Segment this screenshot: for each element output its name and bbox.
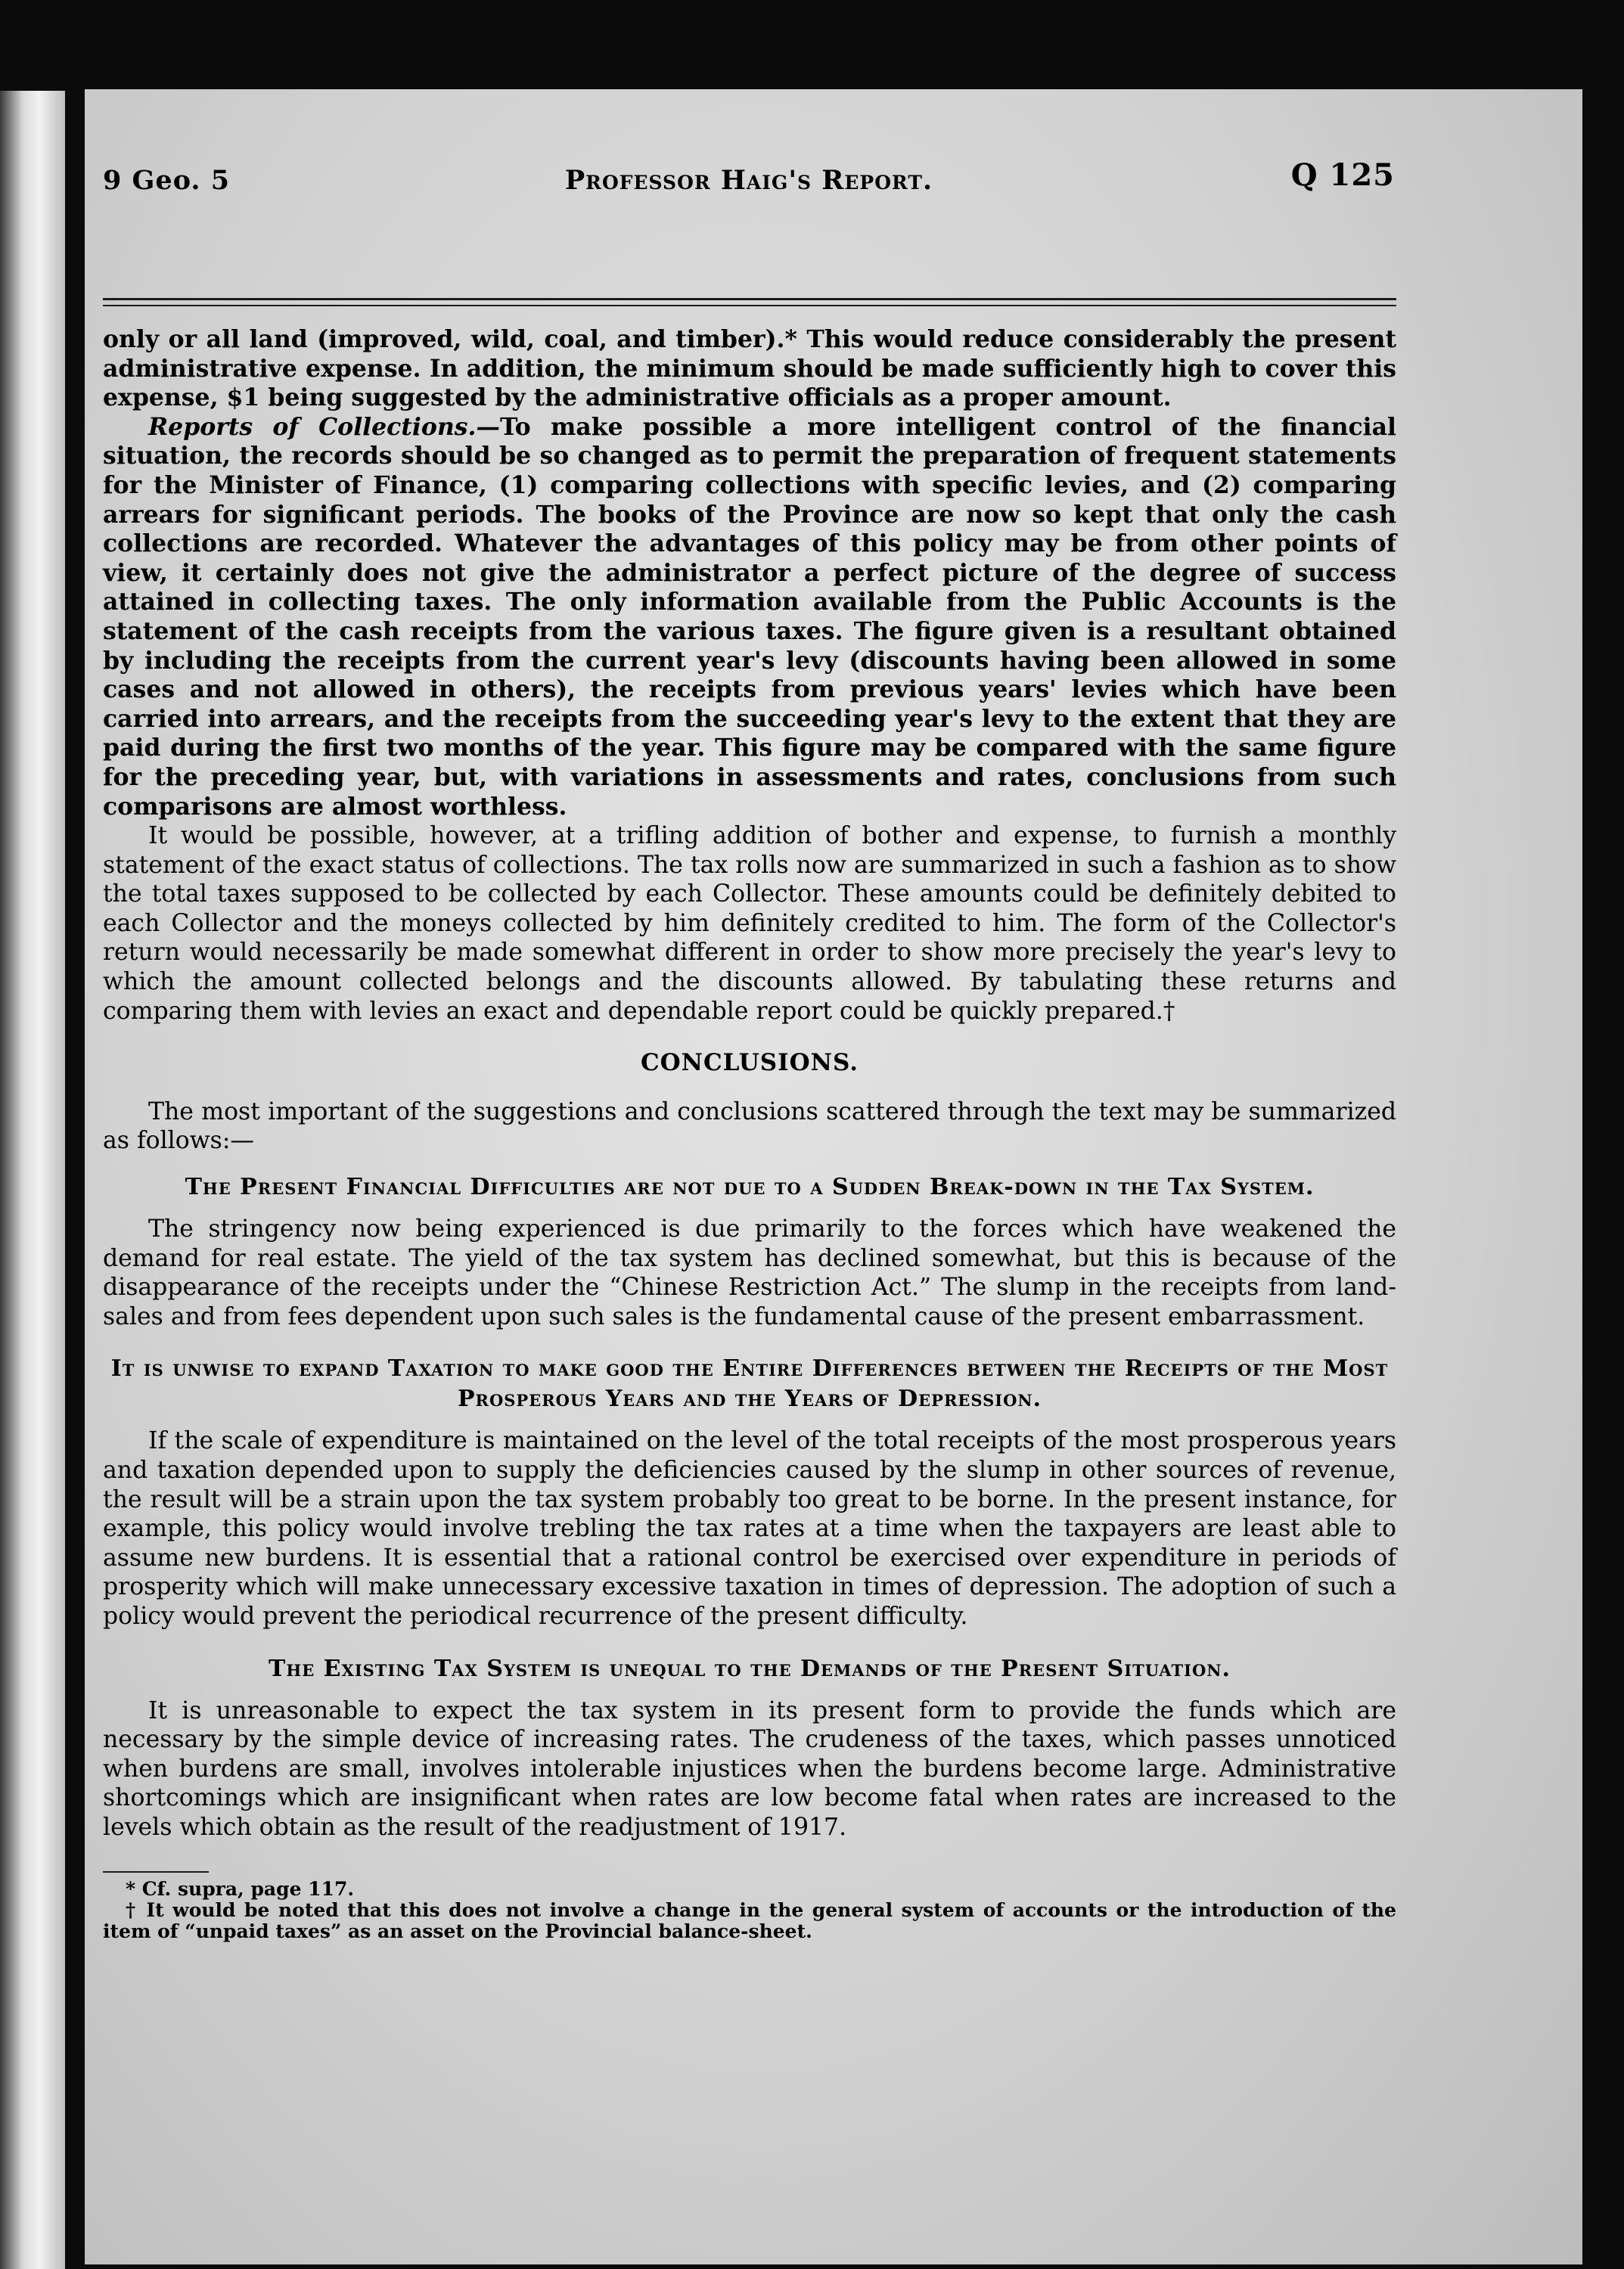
footnote-rule xyxy=(103,1871,209,1873)
conclusions-heading: CONCLUSIONS. xyxy=(640,1049,859,1077)
reports-of-collections-lead: Reports of Collections.— xyxy=(148,412,500,441)
heading-financial-difficulties: The Present Financial Difficulties are not due to a Sudden Break-down in the Tax System. xyxy=(185,1174,1315,1201)
paragraph-reports-of-collections xyxy=(103,413,1396,821)
book-spine xyxy=(0,91,65,2269)
paragraph-monthly-statement: It would be possible, however, at a trifling addition of bother and expense, to furnish a monthly statement of the exact status of collections. The tax rolls now are summarized in such a fashion as to show the total taxes supposed to be collected by each Collector. These amounts could be definitely debited to each Collector and the moneys collected by him definitely credited to him. The form of the Collector's return would necessarily be made somewhat different in order to show more precisely the year's levy to which the amount collected belongs and the discounts allowed. By tabulating these returns and comparing them with levies an exact and dependable report could be quickly prepared.† xyxy=(103,822,1396,1025)
heading-existing-tax-system: The Existing Tax System is unequal to the Demands of the Present Situation. xyxy=(269,1655,1231,1682)
paragraph-summary-intro: The most important of the suggestions and conclusions scattered through the text may be summarized as follows:— xyxy=(103,1097,1396,1155)
header-session: 9 Geo. 5 xyxy=(103,165,231,196)
footnote-cf-supra: * Cf. supra, page 117. xyxy=(126,1877,355,1900)
header-rule-top xyxy=(103,298,1396,300)
footnote-unpaid-taxes: † It would be noted that this does not involve a change in the general system of accounts or the introduction of the item of “unpaid taxes” as an asset on the Provincial balance-sheet. xyxy=(103,1898,1396,1942)
paragraph-unreasonable-to-expect: It is unreasonable to expect the tax system in its present form to provide the funds which are necessary by the simple device of increasing rates. The crudeness of the taxes, which passes unnoticed when burdens are small, involves intolerable injustices when the burdens become large. Administrative shortcomings which are insignificant when rates are low become fatal when rates are increased to the levels which obtain as the result of the readjustment of 1917. xyxy=(103,1696,1396,1841)
scan-border xyxy=(1582,68,1624,2264)
reports-of-collections-text: To make possible a more intelligent control of the financial situation, the records should be so changed as to permit the preparation of frequent statements for the Minister of Finance, (1) comparing collections with specific levies, and (2) comparing arrears for significant periods. The books of the Province are now so kept that only the cash collections are recorded. Whatever the advantages of this policy may be from other points of view, it certainly does not give the administrator a perfect picture of the degree of success attained in collecting taxes. The only information available from the Public Accounts is the statement of the cash receipts from the various taxes. The figure given is a resultant obtained by including the receipts from the current year's levy (discounts having been allowed in some cases and not allowed in others), the receipts from previous years' levies which have been carried into arrears, and the receipts from the succeeding year's levy to the extent that they are paid during the first two months of the year. This figure may be compared with the same figure for the preceding year, but, with variations in assessments and rates, conclusions from such comparisons are almost worthless. xyxy=(103,412,1396,821)
paragraph-minimum-fee: only or all land (improved, wild, coal, and timber).* This would reduce considerably the present administrative expense. In addition, the minimum should be made sufficiently high to cover this expense, $1 being suggested by the administrative officials as a proper amount. xyxy=(103,325,1396,412)
paragraph-stringency: The stringency now being experienced is due primarily to the forces which have weakened the demand for real estate. The yield of the tax system has declined somewhat, but this is because of the disappearance of the receipts under the “Chinese Restriction Act.” The slump in the receipts from land-sales and from fees dependent upon such sales is the fundamental cause of the present embarrassment. xyxy=(103,1215,1396,1330)
header-page-number: Q 125 xyxy=(1290,157,1395,193)
heading-unwise-to-expand-taxation: It is unwise to expand Taxation to make good the Entire Differences between the Receipts of the Most Prosperous Years and the Years of Depression. xyxy=(110,1355,1389,1413)
paragraph-scale-of-expenditure: If the scale of expenditure is maintained on the level of the total receipts of the most prosperous years and taxation depended upon to supply the deficiencies caused by the slump in other sources of revenue, the result will be a strain upon the tax system probably too great to be borne. In the present instance, for example, this policy would involve trebling the tax rates at a time when the taxpayers are least able to assume new burdens. It is essential that a rational control be exercised over expenditure in periods of prosperity which will make unnecessary excessive taxation in times of depression. The adoption of such a policy would prevent the periodical recurrence of the present difficulty. xyxy=(103,1427,1396,1630)
header-rule-bottom xyxy=(103,305,1396,306)
page-body xyxy=(103,325,1396,1942)
running-header xyxy=(103,154,1395,203)
header-title: Professor Haig's Report. xyxy=(564,165,933,196)
